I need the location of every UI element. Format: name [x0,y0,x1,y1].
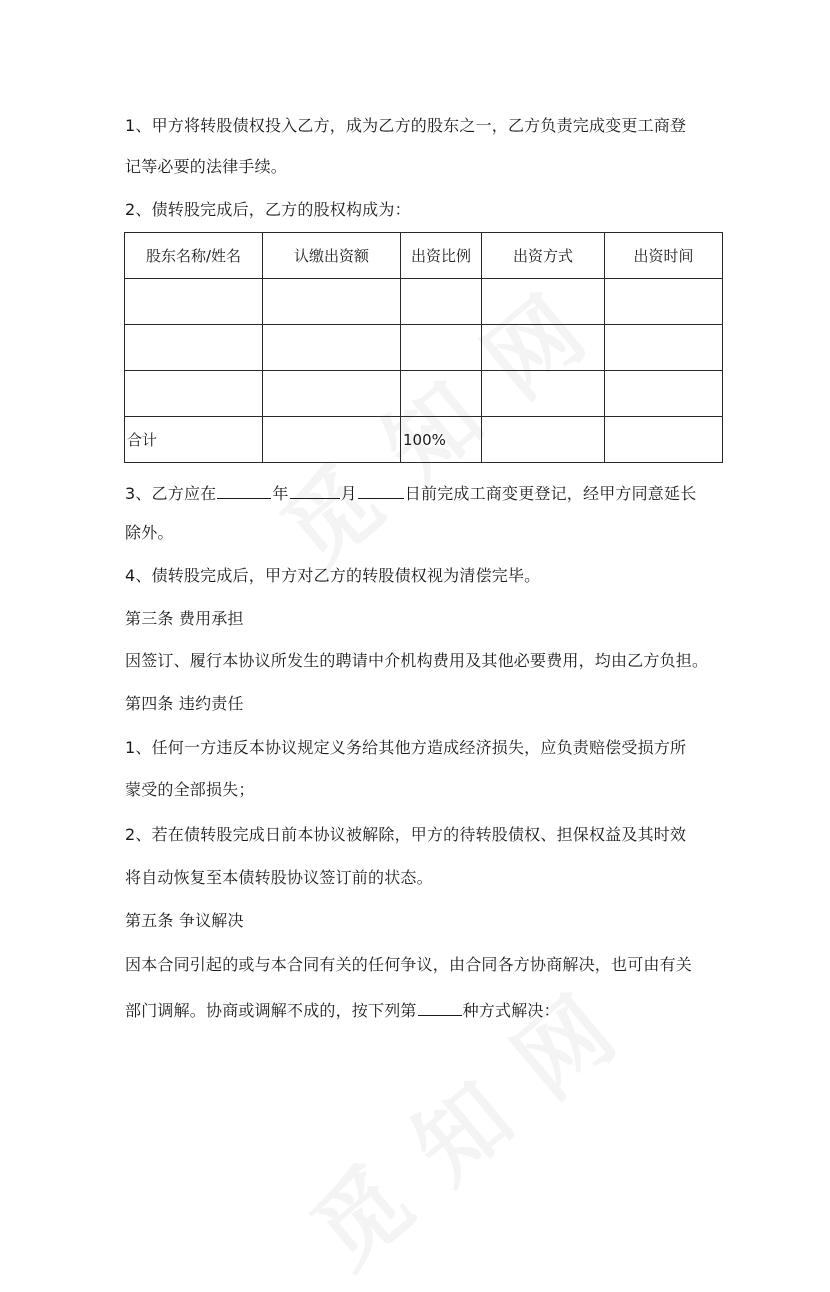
table-cell [401,279,482,325]
table-cell [125,279,263,325]
table-cell [401,371,482,417]
table-cell [263,325,401,371]
table-cell [482,371,605,417]
article-4-item-2-line-2: 将自动恢复至本债转股协议签订前的状态。 [125,868,433,887]
total-ratio-cell: 100% [401,417,482,463]
table-header-cell: 认缴出资额 [263,233,401,279]
paragraph-1-line-2: 记等必要的法律手续。 [125,157,288,176]
clause-3-month: 月 [340,484,357,503]
total-label-cell: 合计 [125,417,263,463]
table-row [125,279,723,325]
clause-3-suffix: 日前完成工商变更登记，经甲方同意延长 [404,484,697,503]
paragraph-4: 4、债转股完成后，甲方对乙方的转股债权视为清偿完毕。 [125,566,541,585]
table-header-cell: 股东名称/姓名 [125,233,263,279]
table-cell [605,279,723,325]
table-header-cell: 出资比例 [401,233,482,279]
article-3-title: 第三条 费用承担 [125,609,244,628]
clause-3-line-1 [125,482,696,504]
table-total-row [125,417,723,463]
table-cell [482,279,605,325]
table-cell [482,325,605,371]
table-cell [263,417,401,463]
article-4-item-2-line-1: 2、若在债转股完成日前本协议被解除，甲方的待转股债权、担保权益及其时效 [125,825,687,844]
article-5-body-prefix: 部门调解。协商或调解不成的，按下列第 [125,1001,417,1020]
paragraph-1-line-1: 1、甲方将转股债权投入乙方，成为乙方的股东之一，乙方负责完成变更工商登 [125,116,687,135]
table-row [125,325,723,371]
table-row [125,371,723,417]
equity-structure-table [124,232,723,463]
table-cell [605,417,723,463]
table-cell [401,325,482,371]
article-5-body-line-2 [125,999,560,1021]
article-3-body: 因签订、履行本协议所发生的聘请中介机构费用及其他必要费用，均由乙方负担。 [125,651,709,670]
method-blank [418,999,462,1016]
clause-3-prefix: 3、乙方应在 [125,484,217,503]
table-cell [605,325,723,371]
table-cell [482,417,605,463]
table-cell [263,371,401,417]
paragraph-2: 2、债转股完成后，乙方的股权构成为： [125,200,411,219]
table-header-row [125,233,723,279]
article-5-body-suffix: 种方式解决： [462,1001,560,1020]
article-5-title: 第五条 争议解决 [125,911,244,930]
table-header-cell: 出资时间 [605,233,723,279]
article-4-item-1-line-2: 蒙受的全部损失； [125,780,255,799]
table-cell [125,371,263,417]
clause-3-year: 年 [272,484,289,503]
table-header-cell: 出资方式 [482,233,605,279]
clause-3-line-2: 除外。 [125,523,174,542]
article-5-body-line-1: 因本合同引起的或与本合同有关的任何争议，由合同各方协商解决，也可由有关 [125,955,693,974]
table-cell [263,279,401,325]
year-blank [217,482,271,499]
table-cell [125,325,263,371]
article-4-item-1-line-1: 1、任何一方违反本协议规定义务给其他方造成经济损失，应负责赔偿受损方所 [125,738,687,757]
month-blank [290,482,340,499]
day-blank [358,482,404,499]
table-cell [605,371,723,417]
article-4-title: 第四条 违约责任 [125,694,244,713]
